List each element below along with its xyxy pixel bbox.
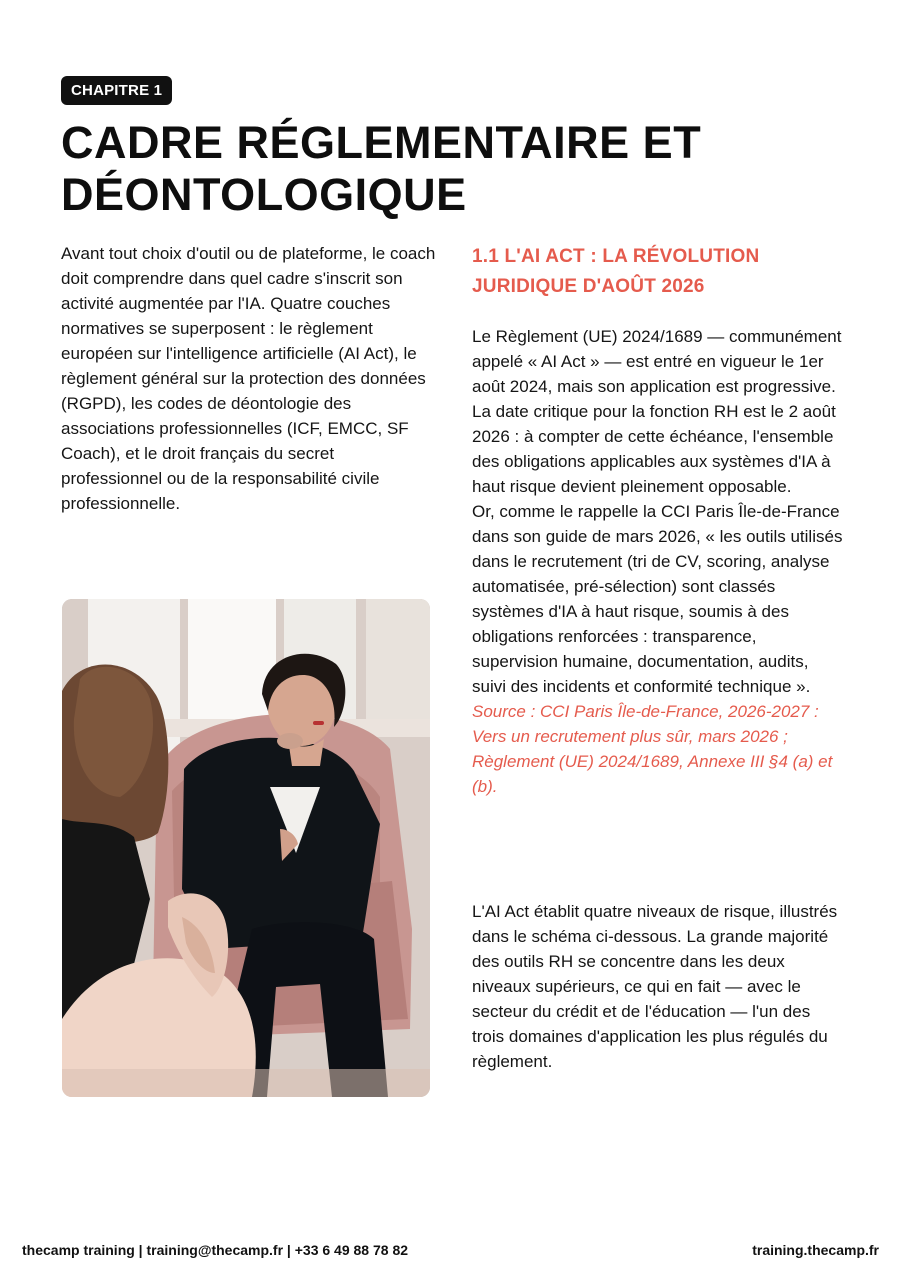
page-title: CADRE RÉGLEMENTAIRE ET DÉONTOLOGIQUE: [61, 117, 702, 220]
ai-act-intro: Le Règlement (UE) 2024/1689 — communément appelé « AI Act » — est entré en vigueur le 1er août 2024, mais son application est progressive. La date critique pour la fonction RH est le 2 août 2026 : à compter de cette échéance, l'ensemble des obligations applicables aux systèmes d'IA à haut risque devient pleinement opposable.: [472, 327, 842, 496]
cci-quote: Or, comme le rappelle la CCI Paris Île-de-France dans son guide de mars 2026, « les outils utilisés dans le recrutement (tri de CV, scoring, analyse automatisée, pré-sélection) sont classés systèmes d'IA à haut risque, soumis à des obligations renforcées : transparence, supervision humaine, documentation, audits, suivi des incidents et conformité technique ».: [472, 502, 843, 696]
footer-contact: thecamp training | training@thecamp.fr | +33 6 49 88 78 82: [22, 1242, 409, 1258]
source-citation: Source : CCI Paris Île-de-France, 2026-2027 : Vers un recrutement plus sûr, mars 2026 ; Règlement (UE) 2024/1689, Annexe III §4 (a) et (b).: [472, 702, 833, 796]
intro-paragraph: Avant tout choix d'outil ou de plateforme, le coach doit comprendre dans quel cadre s'inscrit son activité augmentée par l'IA. Quatre couches normatives se superposent : le règlement européen sur l'intelligence artificielle (AI Act), le règlement général sur la protection des données (RGPD), les codes de déontologie des associations professionnelles (ICF, EMCC, SF Coach), et le droit français du secret professionnel ou de la responsabilité civile professionnelle.: [61, 244, 436, 513]
risk-levels-paragraph: L'AI Act établit quatre niveaux de risque, illustrés dans le schéma ci-dessous. La grande majorité des outils RH se concentre dans les deux niveaux supérieurs, ce qui en fait — avec le secteur du crédit et de l'éducation — l'un des trois domaines d'application les plus régulés du règlement.: [472, 902, 838, 1071]
chapter-badge: CHAPITRE 1: [61, 76, 172, 105]
coaching-session-photo: [62, 599, 430, 1097]
ai-act-paragraph: [472, 324, 847, 799]
footer-website: training.thecamp.fr: [752, 1242, 879, 1258]
section-heading: 1.1 L'AI ACT : LA RÉVOLUTION JURIDIQUE D'AOÛT 2026: [472, 246, 760, 297]
